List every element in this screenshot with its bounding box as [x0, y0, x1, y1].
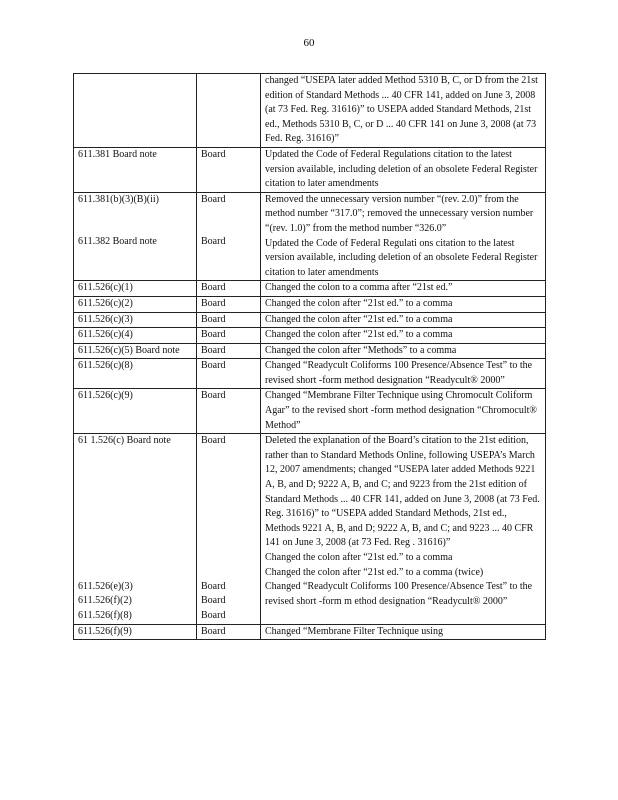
source-cell: [197, 74, 261, 148]
description-cell: Changed the colon after “Methods” to a comma: [261, 343, 546, 359]
description-cell: changed “USEPA later added Method 5310 B, C, or D from the 21st edition of Standard Methods ... 40 CFR 141, added on June 3, 2008 (at 73 Fed. Reg. 31616)” to USEPA added Standard Methods, 21st ed., Methods 5310 B, C, or D ... 40 CFR 141 on June 3, 2008 (at 73 Fed. Reg. 31616)”: [261, 74, 546, 148]
table-row: [74, 147, 546, 192]
table-row: [74, 624, 546, 640]
description-cell: Changed “Membrane Filter Technique using: [261, 624, 546, 640]
section-cell: 611.381 Board note: [74, 147, 197, 192]
section-cell: 611.526(c)(9): [74, 389, 197, 434]
table-row: [74, 281, 546, 297]
source-cell: Board: [197, 328, 261, 344]
table-row: [74, 343, 546, 359]
table-row: [74, 328, 546, 344]
section-cell: [74, 74, 197, 148]
section-cell: 611.526(f)(9): [74, 624, 197, 640]
description-cell: Changed the colon after “21st ed.” to a comma: [261, 312, 546, 328]
description-cell: Updated the Code of Federal Regulations citation to the latest version available, including deletion of an obsolete Federal Register citation to later amendments: [261, 147, 546, 192]
description-cell: Changed the colon after “21st ed.” to a comma: [261, 328, 546, 344]
description-cell: Changed the colon to a comma after “21st ed.”: [261, 281, 546, 297]
source-cell: Board: [197, 296, 261, 312]
section-cell: 611.526(c)(3): [74, 312, 197, 328]
table-row: [74, 359, 546, 389]
section-cell: 611.381(b)(3)(B)(ii) 611.382 Board note: [74, 192, 197, 281]
source-cell: Board: [197, 343, 261, 359]
section-cell: 611.526(c)(4): [74, 328, 197, 344]
table-row: [74, 74, 546, 148]
source-cell: Board: [197, 281, 261, 297]
description-cell: Removed the unnecessary version number “(rev. 2.0)” from the method number “317.0”; removed the unnecessary version number “(rev. 1.0)” from the method number “326.0” Updated the Code of Federal Regulati ons citation to the latest version available, including deletion of an obsolete Federal Register citation to later amendments: [261, 192, 546, 281]
source-cell: Board: [197, 359, 261, 389]
source-cell: Board Board Board Board: [197, 434, 261, 624]
section-cell: 611.526(c)(8): [74, 359, 197, 389]
source-cell: Board: [197, 389, 261, 434]
source-cell: Board: [197, 624, 261, 640]
table-row: [74, 434, 546, 624]
table-row: [74, 296, 546, 312]
section-cell: 61 1.526(c) Board note 611.526(e)(3) 611.526(f)(2) 611.526(f)(8): [74, 434, 197, 624]
table-row: [74, 389, 546, 434]
table-row: [74, 312, 546, 328]
description-cell: Changed the colon after “21st ed.” to a comma: [261, 296, 546, 312]
page-number: 60: [303, 37, 315, 49]
section-cell: 611.526(c)(2): [74, 296, 197, 312]
table-row: [74, 192, 546, 281]
source-cell: Board Board: [197, 192, 261, 281]
section-cell: 611.526(c)(5) Board note: [74, 343, 197, 359]
description-cell: Deleted the explanation of the Board’s citation to the 21st edition, rather than to Standard Methods Online, following USEPA’s March 12, 2007 amendments; changed “USEPA later added Methods 9221 A, B, and D; 9222 A, B, and C; and 9223 from the 21st edition of Standard Methods ... 40 CFR 141, added on June 3, 2008 (at 73 Fed. Reg. 31616)” to “USEPA added Standard Methods, 21st ed., Methods 9221 A, B, and D; 9222 A, B, and C; and 9223 ... 40 CFR 141 on June 3, 2008 (at 73 Fed. Reg . 31616)” Changed the colon after “21st ed.” to a comma Changed the colon after “21st ed.” to a comma (twice) Changed “Readycult Coliforms 100 Presence/Absence Test” to the revised short -form m ethod designation “Readycult® 2000”: [261, 434, 546, 624]
description-cell: Changed “Membrane Filter Technique using Chromocult Coliform Agar” to the revised short -form method designation “Chromocult® Method”: [261, 389, 546, 434]
source-cell: Board: [197, 147, 261, 192]
section-cell: 611.526(c)(1): [74, 281, 197, 297]
description-cell: Changed “Readycult Coliforms 100 Presence/Absence Test” to the revised short -form method designation “Readycult® 2000”: [261, 359, 546, 389]
source-cell: Board: [197, 312, 261, 328]
amendments-table: [73, 73, 546, 640]
